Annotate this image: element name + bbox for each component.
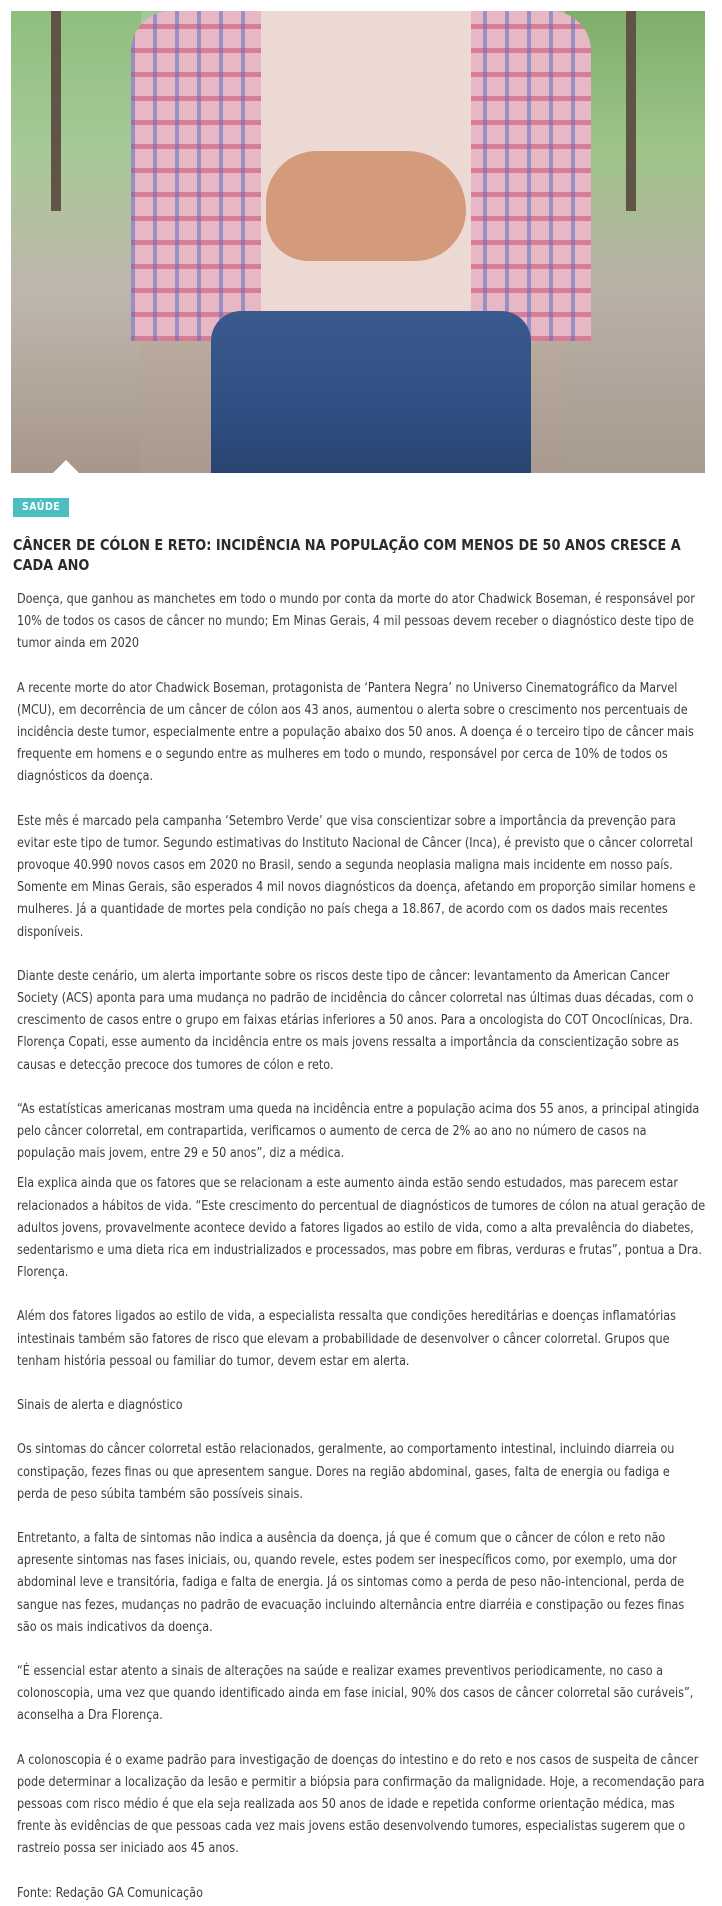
article-paragraph: A colonoscopia é o exame padrão para investigação de doenças do intestino e do reto e nos casos de suspeita de câncer pode determinar a localização da lesão e permitir a biópsia para confirmação da malignidade. Hoje, a recomendação para pessoas com risco médio é que ela seja realizada aos 50 anos de idade e repetida conforme orientação médica, mas frente às evidências de que pessoas cada vez mais jovens estão desenvolvendo tumores, especialistas sugerem que o rastreio possa ser iniciado aos 45 anos. [17,1752,705,1857]
article-paragraph: Ela explica ainda que os fatores que se relacionam a este aumento ainda estão sendo estudados, mas parecem estar relacionados a hábitos de vida. “Este crescimento do percentual de diagnósticos de tumores de cólon na atual geração de adultos jovens, provavelmente acontece devido a fatores ligados ao estilo de vida, como a alta prevalência do diabetes, sedentarismo e uma dieta rica em industrializados e processados, mas pobre em fibras, verduras e frutas”, pontua a Dra. Florença. [17,1176,706,1281]
hero-tree [626,11,636,211]
article-hero-image [11,11,705,473]
article-source: Fonte: Redação GA Comunicação [17,1885,204,1901]
hero-pointer-notch [53,460,79,473]
hero-background-left [11,11,141,473]
article-paragraph: Os sintomas do câncer colorretal estão relacionados, geralmente, ao comportamento intestinal, incluindo diarreia ou constipação, fezes finas ou que apresentem sangue. Dores na região abdominal, gases, falta de energia ou fadiga e perda de peso súbita também são possíveis sinais. [17,1442,675,1502]
article-paragraph: Diante deste cenário, um alerta importante sobre os riscos deste tipo de câncer: levantamento da American Cancer Society (ACS) aponta para uma mudança no padrão de incidência do câncer colorretal nas últimas duas décadas, com o crescimento de casos entre o grupo em faixas etárias inferiores a 50 anos. Para a oncologista do COT Oncoclínicas, Dra. Florença Copati, esse aumento da incidência entre os mais jovens ressalta a importância da conscientização sobre as causas e detecção precoce dos tumores de cólon e reto. [17,968,694,1073]
article-paragraph: Doença, que ganhou as manchetes em todo o mundo por conta da morte do ator Chadwick Boseman, é responsável por 10% de todos os casos de câncer no mundo; Em Minas Gerais, 4 mil pessoas devem receber o diagnóstico deste tipo de tumor ainda em 2020 [17,592,695,652]
article-headline: CÂNCER DE CÓLON E RETO: INCIDÊNCIA NA POPULAÇÃO COM MENOS DE 50 ANOS CRESCE A CADA ANO [13,536,681,574]
article-paragraph: Este mês é marcado pela campanha ‘Setembro Verde’ que visa conscientizar sobre a importância da prevenção para evitar este tipo de tumor. Segundo estimativas do Instituto Nacional de Câncer (Inca), é previsto que o câncer colorretal provoque 40.990 novos casos em 2020 no Brasil, sendo a segunda neoplasia maligna mais incidente em nosso país. Somente em Minas Gerais, são esperados 4 mil novos diagnósticos da doença, afetando em proporção similar homens e mulheres. Já a quantidade de mortes pela condição no país chega a 18.867, de acordo com os dados mais recentes disponíveis. [17,813,696,940]
hero-hands-on-belly [266,151,466,261]
article-paragraph: Além dos fatores ligados ao estilo de vida, a especialista ressalta que condições hereditárias e doenças inflamatórias intestinais também são fatores de risco que elevam a probabilidade de desenvolver o câncer colorretal. Grupos que tenham história pessoal ou familiar do tumor, devem estar em alerta. [17,1309,676,1369]
category-badge[interactable]: SAÚDE [13,498,69,517]
article-paragraph: “É essencial estar atento a sinais de alterações na saúde e realizar exames preventivos periodicamente, no caso a colonoscopia, uma vez que quando identificado ainda em fase inicial, 90% dos casos de câncer colorretal são curáveis”, aconselha a Dra Florença. [17,1663,694,1724]
article-paragraph: “As estatísticas americanas mostram uma queda na incidência entre a população acima dos 55 anos, a principal atingida pelo câncer colorretal, em contrapartida, verificamos o aumento de cerca de 2% ao ano no número de casos na população mais jovem, entre 29 e 50 anos”, diz a médica. [17,1101,700,1162]
hero-tree [51,11,61,211]
section-subheading: Sinais de alerta e diagnóstico [17,1398,183,1414]
article-paragraph: Entretanto, a falta de sintomas não indica a ausência da doença, já que é comum que o câncer de cólon e reto não apresente sintomas nas fases iniciais, ou, quando revele, estes podem ser inespecíficos como, por exemplo, uma dor abdominal leve e transitória, fadiga e falta de energia. Já os sintomas como a perda de peso não-intencional, perda de sangue nas fezes, mudanças no padrão de evacuação incluindo alternância entre diarréia e constipação ou fezes finas são os mais indicativos da doença. [17,1530,685,1635]
article-body [17,589,707,1905]
hero-jeans [211,311,531,473]
article-paragraph: A recente morte do ator Chadwick Boseman, protagonista de ‘Pantera Negra’ no Universo Cinematográfico da Marvel (MCU), em decorrência de um câncer de cólon aos 43 anos, aumentou o alerta sobre o crescimento nos percentuais de incidência deste tumor, especialmente entre a população abaixo dos 50 anos. A doença é o terceiro tipo de câncer mais frequente em homens e o segundo entre as mulheres em todo o mundo, responsável por cerca de 10% de todos os diagnósticos da doença. [17,680,694,785]
